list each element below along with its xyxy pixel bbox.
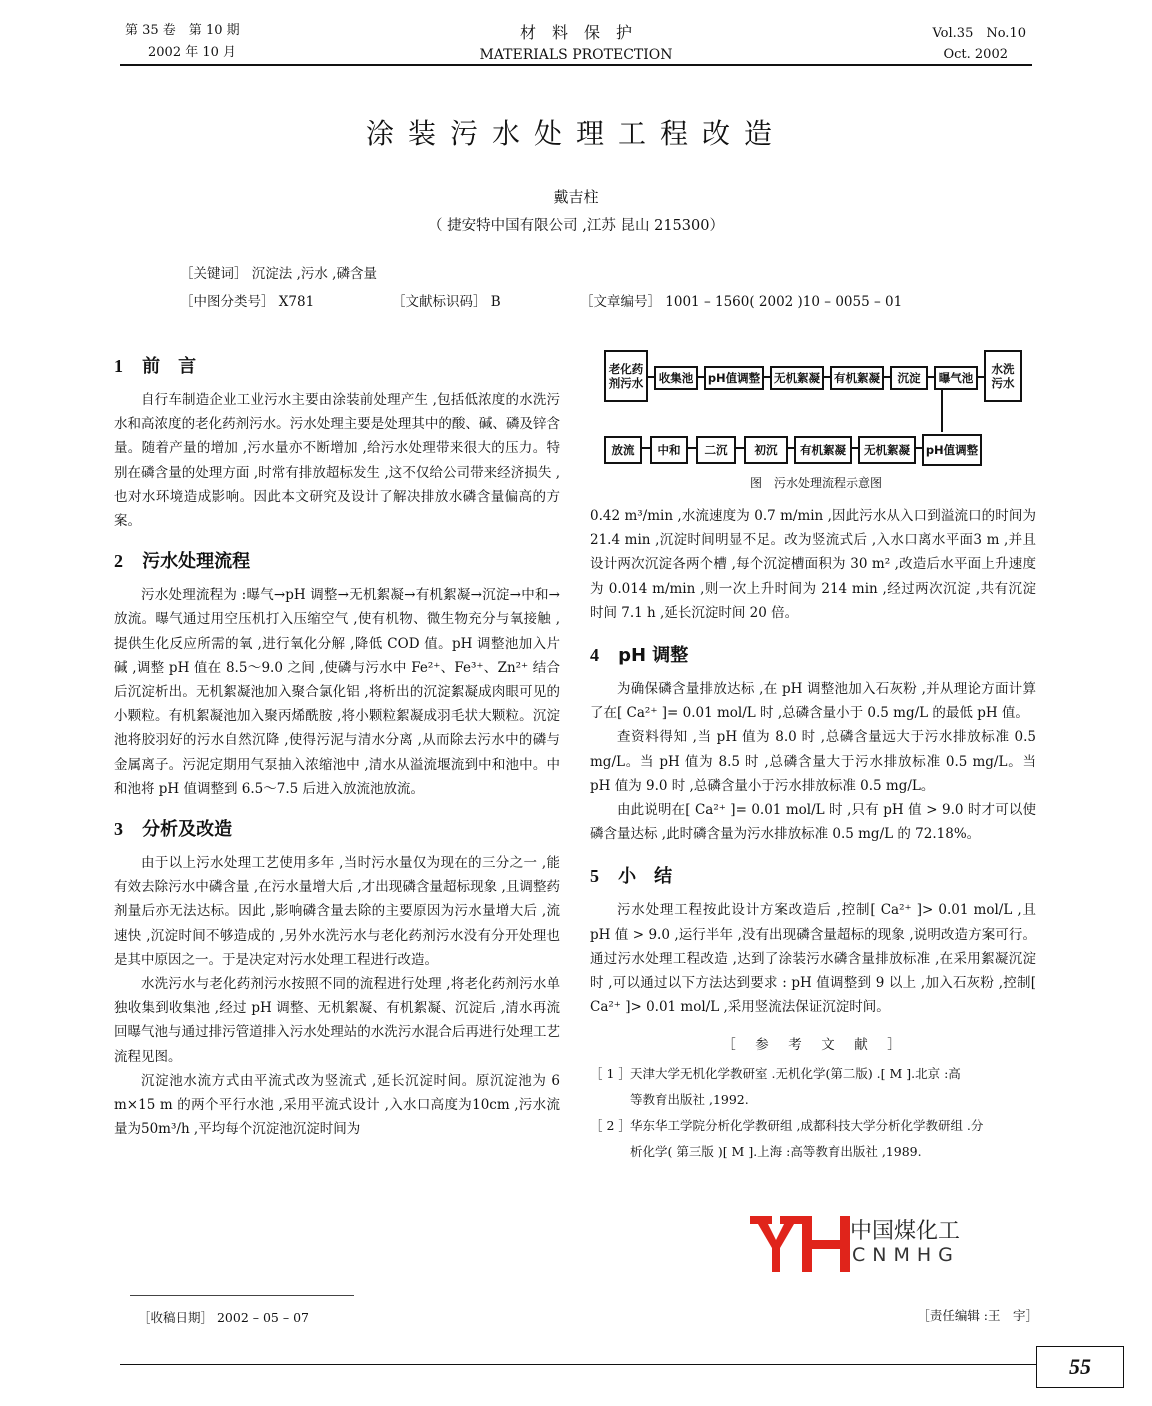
- right-column: [590, 504, 1036, 1165]
- section-title: 小 结: [618, 866, 673, 888]
- reference-text: 等教育出版社 ,1992.: [630, 1092, 749, 1108]
- reference-number: ［ 2 ］: [590, 1118, 631, 1134]
- left-column: [114, 352, 560, 1141]
- reference-text: 华东华工学院分析化学教研组 ,成都科技大学分析化学教研组 .分: [630, 1118, 984, 1134]
- figure-caption: 图 污水处理流程示意图: [749, 476, 882, 490]
- paragraph: 污水处理工程按此设计方案改造后 ,控制[ Ca²⁺ ]> 0.01 mol/L ,且 pH 值 > 9.0 ,运行半年 ,没有出现磷含量超标的现象 ,说明改造方案可行。通过污水处理工程改造 ,达到了涂装污水磷含量排放标准 ,在采用絮凝沉淀时 ,可以通过以下方法达到要求 : pH 值调整到 9 以上 ,加入石灰粉 ,控制[ Ca²⁺ ]> 0.01 mol/L ,采用竖流法保证沉淀时间。: [590, 902, 1036, 1016]
- flow-arrow: [762, 376, 770, 378]
- flow-arrow: [926, 376, 934, 378]
- section-number: 5: [590, 866, 599, 887]
- section-title: 前 言: [142, 356, 197, 377]
- reference-item: [590, 1113, 1036, 1165]
- section-1-heading: [114, 352, 560, 378]
- responsible-editor: ［责任编辑 :王 宇］: [917, 1308, 1038, 1323]
- flow-box: 放流: [604, 436, 642, 464]
- section-title: 分析及改造: [142, 819, 233, 841]
- flow-box: 老化药剂污水: [604, 350, 648, 402]
- journal-title-cn: 材 料 保 护: [519, 23, 632, 42]
- flow-box: 初沉: [744, 436, 788, 464]
- flow-arrow: [786, 447, 794, 449]
- flow-box: 曝气池: [934, 366, 978, 390]
- flow-box: 有机絮凝: [830, 366, 884, 390]
- section-title: 污水处理流程: [142, 551, 251, 573]
- flow-arrow: [646, 376, 654, 378]
- paragraph: 为确保磷含量排放达标 ,在 pH 调整池加入石灰粉 ,并从理论方面计算了在[ Ca²⁺ ]= 0.01 mol/L 时 ,总磷含量小于 0.5 mg/L 的最低 pH 值。: [590, 681, 1036, 722]
- paragraph: 由此说明在[ Ca²⁺ ]= 0.01 mol/L 时 ,只有 pH 值 > 9.0 时才可以使磷含量达标 ,此时磷含量为污水排放标准 0.5 mg/L 的 72.18%。: [590, 802, 1036, 843]
- page-number: 55: [1036, 1346, 1124, 1388]
- section-number: 3: [114, 819, 123, 840]
- received-date: ［收稿日期］ 2002 – 05 – 07: [138, 1310, 309, 1325]
- flow-box: 无机絮凝: [858, 436, 916, 464]
- flow-box: pH值调整: [922, 434, 982, 466]
- flow-box: 收集池: [654, 366, 698, 390]
- flow-arrow: [822, 376, 830, 378]
- article-title: 涂装污水处理工程改造: [365, 117, 786, 150]
- flow-box: pH值调整: [704, 366, 764, 390]
- section-2-heading: [114, 547, 560, 573]
- journal-date-en: Oct. 2002: [943, 47, 1008, 62]
- flow-box: 无机絮凝: [770, 366, 824, 390]
- paragraph: 0.42 m³/min ,水流速度为 0.7 m/min ,因此污水从入口到溢流口的时间为 21.4 min ,沉淀时间明显不足。改为竖流式后 ,入水口离水平面3 m ,并且设计两次沉淀各两个槽 ,每个沉淀槽面积为 30 m² ,改造后水平面上升速度为 0.014 m/min ,则一次上升时间为 214 min ,经过两次沉淀 ,共有沉淀时间 7.1 h ,延长沉淀时间 20 倍。: [590, 508, 1036, 621]
- affiliation: （ 捷安特中国有限公司 ,江苏 昆山 215300）: [428, 218, 724, 234]
- references-heading: ［ 参 考 文 献 ］: [722, 1037, 904, 1054]
- reference-number: ［ 1 ］: [590, 1066, 631, 1082]
- journal-volume-en: Vol.35 No.10: [932, 26, 1026, 41]
- section-number: 1: [114, 356, 123, 376]
- flow-connector: [941, 388, 943, 432]
- reference-text: 析化学( 第三版 )[ M ].上海 :高等教育出版社 ,1989.: [630, 1144, 922, 1160]
- flow-box: 沉淀: [890, 366, 928, 390]
- journal-title-en: MATERIALS PROTECTION: [479, 47, 673, 63]
- paragraph: 污水处理流程为 :曝气→pH 调整→无机絮凝→有机絮凝→沉淀→中和→放流。曝气通过用空压机打入压缩空气 ,使有机物、微生物充分与氧接触 ,提供生化反应所需的氧 ,进行氧化分解 ,降低 COD 值。pH 调整池加入片碱 ,调整 pH 值在 8.5～9.0 之间 ,使磷与污水中 Fe²⁺、Fe³⁺、Zn²⁺ 结合后沉淀析出。无机絮凝池加入聚合氯化铝 ,将析出的沉淀絮凝成肉眼可见的小颗粒。有机絮凝池加入聚丙烯酰胺 ,将小颗粒絮凝成羽毛状大颗粒。沉淀池将胶羽好的污水自然沉降 ,使得污泥与清水分离 ,从而除去污水中的磷与金属离子。污泥定期用气泵抽入浓缩池中 ,清水从溢流堰流到中和池中。中和池将 pH 值调整到 6.5～7.5 后进入放流池放流。: [114, 587, 560, 797]
- flow-arrow: [640, 447, 650, 449]
- clc-number: ［中图分类号］ X781: [180, 294, 315, 310]
- reference-text: 天津大学无机化学教研室 .无机化学(第二版) .[ M ].北京 :高: [630, 1066, 961, 1082]
- flow-arrow: [734, 447, 744, 449]
- paragraph: 自行车制造企业工业污水主要由涂装前处理产生 ,包括低浓度的水洗污水和高浓度的老化药剂污水。污水处理主要是处理其中的酸、碱、磷及锌含量。随着产量的增加 ,污水量亦不断增加 ,给污水处理带来很大的压力。特别在磷含量的处理方面 ,时常有排放超标发生 ,这不仅给公司带来经济损失 ,也对水环境造成影响。因此本文研究及设计了解决排放水磷含量偏高的方案。: [114, 392, 560, 530]
- paragraph: 沉淀池水流方式由平流式改为竖流式 ,延长沉淀时间。原沉淀池为 6 m×15 m 的两个平行水池 ,采用平流式设计 ,入水口高度为10cm ,污水流量为50m³/h ,平均每个沉淀池沉淀时间为: [114, 1072, 560, 1138]
- flow-box: 水洗污水: [984, 350, 1022, 402]
- section-5-heading: [590, 862, 1036, 888]
- flow-arrow: [976, 376, 984, 378]
- flow-box: 中和: [650, 436, 688, 464]
- author: 戴吉柱: [553, 188, 599, 206]
- watermark-text-cn: 中国煤化工: [850, 1219, 961, 1244]
- section-number: 2: [114, 551, 123, 572]
- flow-arrow: [914, 447, 922, 449]
- flow-arrow: [882, 376, 890, 378]
- watermark-text-en: CNMHG: [852, 1244, 960, 1266]
- section-3-heading: [114, 815, 560, 841]
- journal-date-cn: 2002 年 10 月: [148, 45, 237, 60]
- footer-rule: [120, 1364, 1036, 1365]
- paragraph: 由于以上污水处理工艺使用多年 ,当时污水量仅为现在的三分之一 ,能有效去除污水中磷含量 ,在污水量增大后 ,才出现磷含量超标现象 ,且调整药剂量后亦无法达标。因此 ,影响磷含量去除的主要原因为污水量增大后 ,流速快 ,沉淀时间不够造成的 ,另外水洗污水与老化药剂污水没有分开处理也是其中原因之一。于是决定对污水处理工程进行改造。: [114, 855, 560, 968]
- flow-arrow: [850, 447, 858, 449]
- footnote-rule: [130, 1295, 354, 1296]
- header-rule: [120, 64, 1032, 66]
- reference-item: [590, 1061, 1036, 1113]
- flow-box: 二沉: [696, 436, 736, 464]
- flow-arrow: [686, 447, 696, 449]
- article-number: ［文章编号］ 1001 – 1560( 2002 )10 – 0055 – 01: [580, 294, 903, 310]
- paragraph: 水洗污水与老化药剂污水按照不同的流程进行处理 ,将老化药剂污水单独收集到收集池 ,经过 pH 调整、无机絮凝、有机絮凝、沉淀后 ,清水再流回曝气池与通过排污管道排入污水处理站的水洗污水混合后再进行处理工艺流程见图。: [114, 976, 560, 1065]
- journal-volume-cn: 第 35 卷 第 10 期: [125, 23, 240, 38]
- paragraph: 查资料得知 ,当 pH 值为 8.0 时 ,总磷含量远大于污水排放标准 0.5 mg/L。当 pH 值为 8.5 时 ,总磷含量大于污水排放标准 0.5 mg/L。当 pH 值为 9.0 时 ,总磷含量小于污水排放标准 0.5 mg/L。: [590, 729, 1036, 794]
- document-code: ［文献标识码］ B: [392, 294, 501, 310]
- section-4-heading: [590, 641, 1036, 667]
- section-title: pH 调整: [618, 645, 689, 667]
- section-number: 4: [590, 645, 599, 666]
- watermark-logo-icon: [748, 1212, 858, 1276]
- flow-box: 有机絮凝: [794, 436, 852, 464]
- keywords: ［关键词］ 沉淀法 ,污水 ,磷含量: [180, 266, 377, 282]
- process-flow-diagram: [596, 350, 1036, 472]
- flow-arrow: [696, 376, 704, 378]
